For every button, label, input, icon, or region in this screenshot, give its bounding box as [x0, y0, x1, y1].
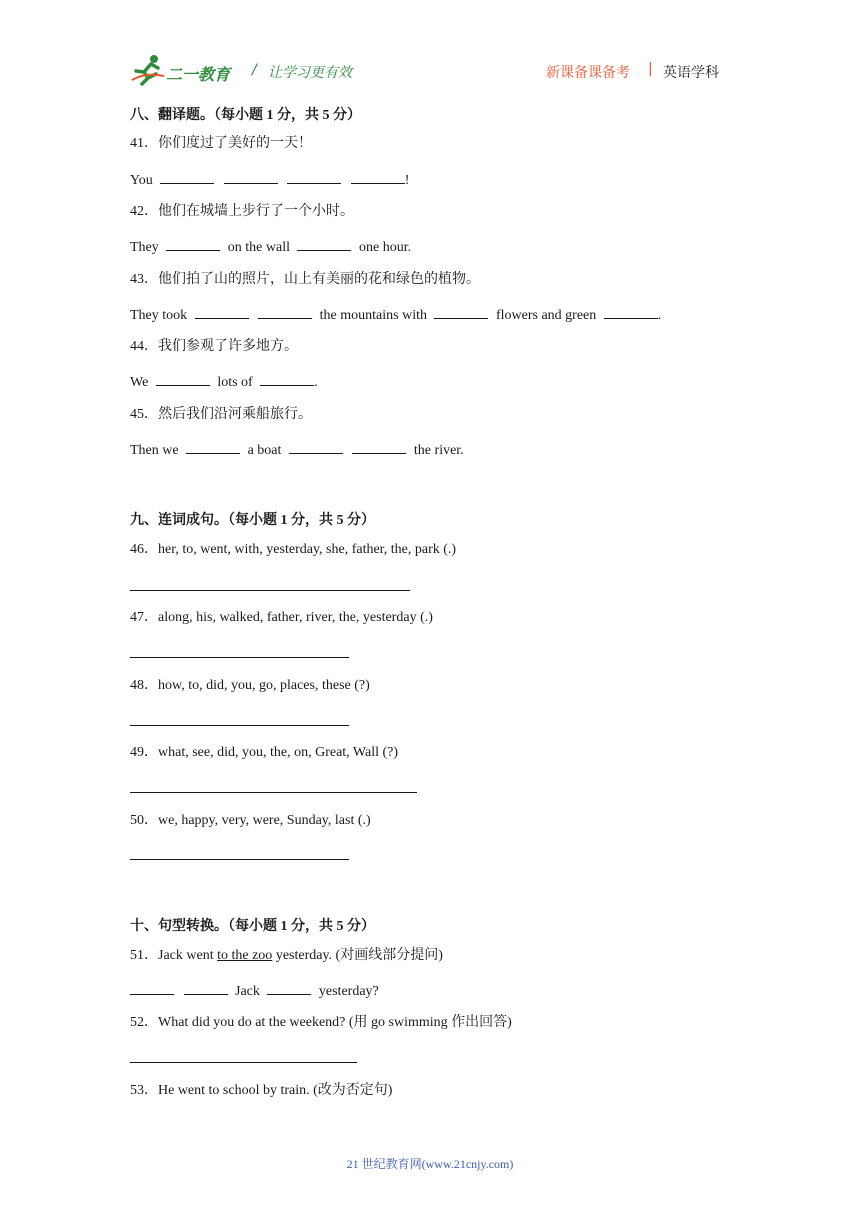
q51-answer: Jack yesterday?: [130, 981, 379, 1001]
q44-answer: We lots of .: [130, 372, 318, 392]
answer-line[interactable]: [130, 859, 349, 860]
blank[interactable]: [258, 305, 312, 319]
q45-answer: Then we a boat the river.: [130, 440, 464, 460]
blank[interactable]: [434, 305, 488, 319]
header-slogan: 让学习更有效: [268, 65, 352, 81]
q48-words: 48．how, to, did, you, go, places, these (?): [130, 678, 370, 693]
q41-number: 41．: [130, 136, 158, 151]
q41-text: 你们度过了美好的一天！: [158, 136, 312, 151]
q47-words: 47．along, his, walked, father, river, the, yesterday (.): [130, 610, 433, 625]
q51-text: 51．Jack went to the zoo yesterday. (对画线部分提问): [130, 948, 443, 963]
underlined-phrase: to the zoo: [217, 948, 273, 963]
q44-prompt: 44．我们参观了许多地方。: [130, 339, 298, 354]
header-right-text: 新课备课备考: [546, 65, 630, 81]
blank[interactable]: [604, 305, 658, 319]
q42-prompt: 42．他们在城墙上步行了一个小时。: [130, 204, 354, 219]
blank[interactable]: [160, 170, 214, 184]
q52-text: 52．What did you do at the weekend? (用 go swimming 作出回答): [130, 1015, 512, 1030]
answer-line[interactable]: [130, 792, 417, 793]
q43-answer: They took the mountains with flowers and green .: [130, 305, 661, 325]
blank[interactable]: [166, 237, 220, 251]
section-8-title: 八、翻译题。（每小题 1 分，共 5 分）: [130, 108, 361, 123]
q49-words: 49．what, see, did, you, the, on, Great, Wall (?): [130, 745, 399, 760]
blank[interactable]: [297, 237, 351, 251]
blank[interactable]: [352, 440, 406, 454]
blank[interactable]: [195, 305, 249, 319]
blank[interactable]: [287, 170, 341, 184]
q46-words: 46．her, to, went, with, yesterday, she, father, the, park (.): [130, 542, 457, 557]
footer-text: 21 世纪教育网(www.21cnjy.com): [346, 1157, 514, 1171]
q45-prompt: 45．然后我们沿河乘船旅行。: [130, 407, 312, 422]
answer-line[interactable]: [130, 590, 410, 591]
runner-icon: [130, 54, 166, 86]
header: [0, 50, 860, 90]
blank[interactable]: [267, 981, 311, 995]
blank[interactable]: [156, 372, 210, 386]
header-separator: |: [648, 61, 653, 77]
answer-line[interactable]: [130, 1062, 357, 1063]
blank[interactable]: [130, 981, 174, 995]
q43-prompt: 43．他们拍了山的照片，山上有美丽的花和绿色的植物。: [130, 272, 480, 287]
answer-line[interactable]: [130, 657, 349, 658]
q42-answer: They on the wall one hour.: [130, 237, 411, 257]
q41-answer: You !: [130, 170, 409, 190]
logo-text: 二一教育: [166, 65, 231, 84]
section-10-title: 十、句型转换。（每小题 1 分，共 5 分）: [130, 919, 375, 934]
section-9-title: 九、连词成句。（每小题 1 分，共 5 分）: [130, 513, 375, 528]
header-subject: 英语学科: [663, 65, 719, 81]
blank[interactable]: [351, 170, 405, 184]
blank[interactable]: [260, 372, 314, 386]
blank[interactable]: [289, 440, 343, 454]
q41-prompt: [130, 135, 312, 153]
blank[interactable]: [184, 981, 228, 995]
q50-words: 50．we, happy, very, were, Sunday, last (.): [130, 813, 371, 828]
blank[interactable]: [186, 440, 240, 454]
header-slash: /: [252, 62, 257, 78]
q53-text: 53．He went to school by train. (改为否定句): [130, 1083, 393, 1098]
blank[interactable]: [224, 170, 278, 184]
answer-line[interactable]: [130, 725, 349, 726]
